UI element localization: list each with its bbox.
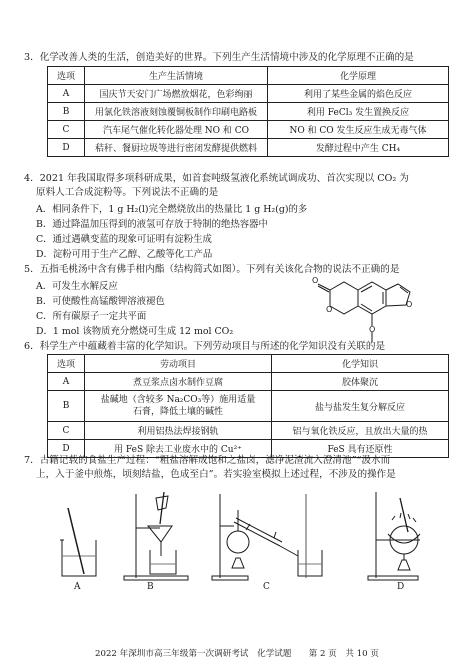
page-footer: 2022 年深圳市高三年级第一次调研考试 化学试题 第 2 页 共 10 页 xyxy=(95,649,379,659)
table-header-row xyxy=(48,355,449,373)
apparatus-d-evaporation-diagram xyxy=(364,486,440,582)
cell: B xyxy=(48,103,85,121)
cell: D xyxy=(48,139,85,157)
apparatus-c-distillation-diagram xyxy=(210,488,340,582)
cell: 利用了某些金属的焰色反应 xyxy=(268,85,449,103)
cell: 铝与氧化铁反应，且放出大量的热 xyxy=(272,422,449,440)
table-row xyxy=(48,139,449,157)
svg-text:O: O xyxy=(406,300,413,309)
table-row xyxy=(48,103,449,121)
col-header-task: 劳动项目 xyxy=(85,355,272,373)
cell: D xyxy=(48,440,85,458)
label-d: D xyxy=(397,582,405,592)
q4-option-c: C．通过遇碘变蓝的现象可证明有淀粉生成 xyxy=(36,234,212,245)
cell: B xyxy=(48,391,85,422)
label-b: B xyxy=(147,582,154,592)
svg-text:O: O xyxy=(312,276,319,285)
q5-option-c: C．所有碳原子一定共平面 xyxy=(36,311,147,322)
table-row xyxy=(48,422,449,440)
cell: 胶体聚沉 xyxy=(272,373,449,391)
col-header-option: 选项 xyxy=(48,355,85,373)
table-row xyxy=(48,391,449,422)
cell: A xyxy=(48,85,85,103)
label-c: C xyxy=(263,582,270,592)
cell: A xyxy=(48,373,85,391)
q3-table xyxy=(47,66,449,157)
table-row xyxy=(48,121,449,139)
cell: 国庆节天安门广场燃放烟花，色彩绚丽 xyxy=(85,85,268,103)
cell: 盐碱地（含较多 Na₂CO₃等）施用适量 石膏，降低土壤的碱性 xyxy=(85,391,272,422)
svg-text:O: O xyxy=(369,325,376,334)
q5-option-a: A．可发生水解反应 xyxy=(36,281,118,292)
table-row xyxy=(48,373,449,391)
cell: 秸秆、餐厨垃圾等进行密闭发酵提供燃料 xyxy=(85,139,268,157)
cell: 利用 FeCl₃ 发生置换反应 xyxy=(268,103,449,121)
cell: FeS 具有还原性 xyxy=(272,440,449,458)
col-header-option: 选项 xyxy=(48,67,85,85)
col-header-principle: 化学原理 xyxy=(268,67,449,85)
q5-stem: 5．五指毛桃汤中含有佛手柑内酯（结构简式如图）。下列有关该化合物的说法不正确的是 xyxy=(24,264,400,275)
q5-option-b: B．可使酸性高锰酸钾溶液褪色 xyxy=(36,296,165,307)
q4-option-a: A．相同条件下，1 g H₂(l)完全燃烧放出的热量比 1 g H₂(g)的多 xyxy=(36,204,308,215)
svg-text:O: O xyxy=(326,305,333,314)
col-header-knowledge: 化学知识 xyxy=(272,355,449,373)
q4-stem-line1: 4．2021 年我国取得多项科研成果，如首套吨级氢液化系统试调成功、首次实现以 CO₂ 为 xyxy=(24,173,409,184)
col-header-scenario: 生产生活情境 xyxy=(85,67,268,85)
cell: 盐与盐发生复分解反应 xyxy=(272,391,449,422)
bergapten-structure-diagram xyxy=(312,272,444,348)
q6-stem: 6．科学生产中蕴藏着丰富的化学知识。下列劳动项目与所述的化学知识没有关联的是 xyxy=(24,341,386,352)
q7-stem-line2: 上，入于釜中煎炼，顷刻结盐，色成至白”。若实验室模拟上述过程，不涉及的操作是 xyxy=(36,469,396,480)
cell: 发酵过程中产生 CH₄ xyxy=(268,139,449,157)
q7-stem-line1: 7．古籍记载的食盐生产过程：“粗盐溶解成饱和之盐卤，滤净泥渣流入澄清池”“汲水而 xyxy=(24,455,391,466)
cell: 利用铝热法焊接钢轨 xyxy=(85,422,272,440)
q4-option-b: B．通过降温加压得到的液氢可存放于特制的绝热容器中 xyxy=(36,219,268,230)
cell: C xyxy=(48,121,85,139)
apparatus-a-dissolving-diagram xyxy=(54,500,104,580)
label-a: A xyxy=(74,582,81,592)
cell: NO 和 CO 发生反应生成无毒气体 xyxy=(268,121,449,139)
table-row xyxy=(48,85,449,103)
apparatus-b-filtration-diagram xyxy=(114,490,198,582)
q4-stem-line2: 原料人工合成淀粉等。下列说法不正确的是 xyxy=(36,187,219,198)
q3-stem: 3．化学改善人类的生活，创造美好的世界。下列生产生活情境中涉及的化学原理不正确的是 xyxy=(24,52,414,63)
cell: 煮豆浆点卤水制作豆腐 xyxy=(85,373,272,391)
q4-option-d: D．淀粉可用于生产乙醇、乙酸等化工产品 xyxy=(36,249,213,260)
q6-table xyxy=(47,354,449,458)
cell: 用氯化铁溶液刻蚀覆铜板制作印刷电路板 xyxy=(85,103,268,121)
cell: C xyxy=(48,422,85,440)
table-header-row xyxy=(48,67,449,85)
cell: 汽车尾气催化转化器处理 NO 和 CO xyxy=(85,121,268,139)
q5-option-d: D．1 mol 该物质充分燃烧可生成 12 mol CO₂ xyxy=(36,326,234,337)
cell: 用 FeS 除去工业废水中的 Cu²⁺ xyxy=(85,440,272,458)
